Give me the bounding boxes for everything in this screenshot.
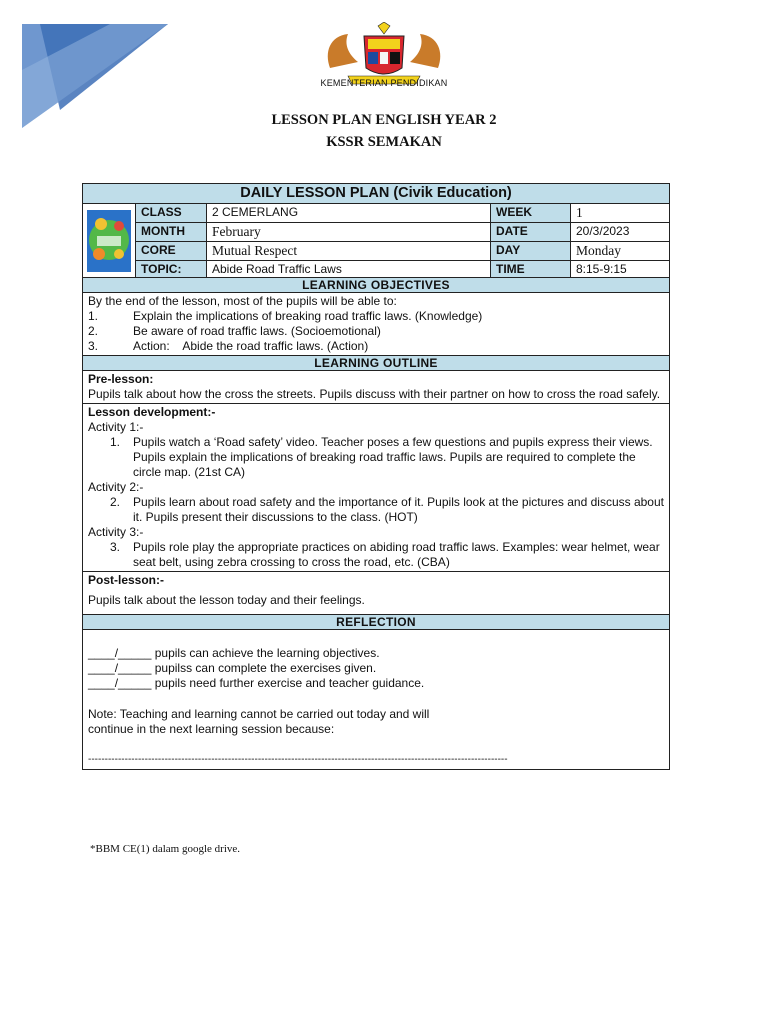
info-block bbox=[83, 204, 669, 278]
objective-item bbox=[88, 309, 664, 324]
activity-label: Activity 1:- bbox=[88, 420, 144, 434]
objective-number: 1. bbox=[88, 309, 99, 323]
objective-number: 2. bbox=[88, 324, 99, 338]
lesson-development-section bbox=[83, 404, 669, 572]
reflection-line: ____/_____ pupils can achieve the learning objectives. bbox=[88, 646, 380, 660]
day-label: DAY bbox=[491, 242, 571, 260]
date-value: 20/3/2023 bbox=[576, 224, 630, 238]
activity-text: Pupils role play the appropriate practices on abiding road traffic laws. Examples: wear helmet, wear seat belt, using zebra crossing to cross the road, etc. (CBA) bbox=[133, 540, 660, 569]
objective-number: 3. bbox=[88, 339, 99, 353]
reflection-line: ____/_____ pupils need further exercise and teacher guidance. bbox=[88, 676, 425, 690]
activity-number: 1. bbox=[110, 435, 121, 449]
class-label: CLASS bbox=[136, 204, 207, 222]
post-lesson-section bbox=[83, 572, 669, 615]
activity-item bbox=[88, 540, 664, 570]
objectives-intro: By the end of the lesson, most of the pupils will be able to: bbox=[88, 294, 397, 308]
time-value: 8:15-9:15 bbox=[576, 262, 627, 276]
pre-lesson-label: Pre-lesson: bbox=[88, 372, 154, 386]
info-row-class bbox=[136, 204, 669, 223]
reflection-note: Note: Teaching and learning cannot be carried out today and will bbox=[88, 707, 430, 721]
objective-item bbox=[88, 324, 664, 339]
lesson-development-label: Lesson development:- bbox=[88, 405, 216, 419]
objectives-section bbox=[83, 293, 669, 356]
document-title: LESSON PLAN ENGLISH YEAR 2 bbox=[271, 112, 497, 128]
activity-number: 3. bbox=[110, 540, 121, 554]
date-label: DATE bbox=[491, 223, 571, 241]
month-value: February bbox=[207, 223, 491, 241]
activity-text: Pupils watch a ‘Road safety’ video. Teacher poses a few questions and pupils express their views. Pupils explain the implications of breaking road traffic laws. Pupils are required to complete the circle map. (21st CA) bbox=[133, 435, 653, 479]
activity-number: 2. bbox=[110, 495, 121, 509]
civic-logo-image bbox=[87, 210, 131, 272]
week-label: WEEK bbox=[491, 204, 571, 222]
info-row-topic bbox=[136, 261, 669, 277]
month-label: MONTH bbox=[136, 223, 207, 241]
pre-lesson-section bbox=[83, 371, 669, 404]
activity-label: Activity 3:- bbox=[88, 525, 144, 539]
document-subtitle: KSSR SEMAKAN bbox=[326, 134, 442, 150]
activity-item bbox=[88, 495, 664, 525]
objectives-heading: LEARNING OBJECTIVES bbox=[83, 278, 669, 293]
objective-item bbox=[88, 339, 664, 354]
footnote: *BBM CE(1) dalam google drive. bbox=[90, 843, 241, 855]
topic-label: TOPIC: bbox=[136, 261, 207, 277]
activity-item bbox=[88, 435, 664, 480]
ministry-name: KEMENTERIAN PENDIDIKAN bbox=[320, 78, 448, 88]
reflection-line: ____/_____ pupilss can complete the exercises given. bbox=[88, 661, 377, 675]
objective-text: Explain the implications of breaking road traffic laws. (Knowledge) bbox=[133, 309, 483, 323]
civic-logo-cell bbox=[83, 204, 136, 277]
time-label: TIME bbox=[491, 261, 571, 277]
topic-value: Abide Road Traffic Laws bbox=[207, 261, 491, 277]
core-value: Mutual Respect bbox=[207, 242, 491, 260]
lesson-plan-table bbox=[82, 183, 670, 770]
objective-text: Be aware of road traffic laws. (Socioemotional) bbox=[133, 324, 381, 338]
reflection-section bbox=[83, 630, 669, 769]
objective-text: Action: Abide the road traffic laws. (Action) bbox=[133, 339, 369, 353]
outline-heading: LEARNING OUTLINE bbox=[83, 356, 669, 371]
class-value: 2 CEMERLANG bbox=[207, 204, 491, 222]
plan-heading: DAILY LESSON PLAN (Civik Education) bbox=[83, 184, 669, 204]
activity-text: Pupils learn about road safety and the importance of it. Pupils look at the pictures and discuss about it. Pupils present their discussions to the class. (HOT) bbox=[133, 495, 664, 524]
post-lesson-text: Pupils talk about the lesson today and their feelings. bbox=[88, 593, 365, 607]
core-label: CORE bbox=[136, 242, 207, 260]
info-row-core bbox=[136, 242, 669, 261]
reflection-note: continue in the next learning session because: bbox=[88, 722, 335, 736]
post-lesson-label: Post-lesson:- bbox=[88, 573, 165, 587]
reflection-dashes: ------------------------------------------------------------------------------------------------------------------------------ bbox=[88, 754, 508, 765]
pre-lesson-text: Pupils talk about how the cross the streets. Pupils discuss with their partner on how to cross the road safely. bbox=[88, 387, 661, 401]
info-row-month bbox=[136, 223, 669, 242]
week-value: 1 bbox=[576, 205, 583, 220]
corner-decoration bbox=[0, 0, 180, 130]
day-value: Monday bbox=[576, 243, 621, 258]
reflection-heading: REFLECTION bbox=[83, 615, 669, 630]
activity-label: Activity 2:- bbox=[88, 480, 144, 494]
